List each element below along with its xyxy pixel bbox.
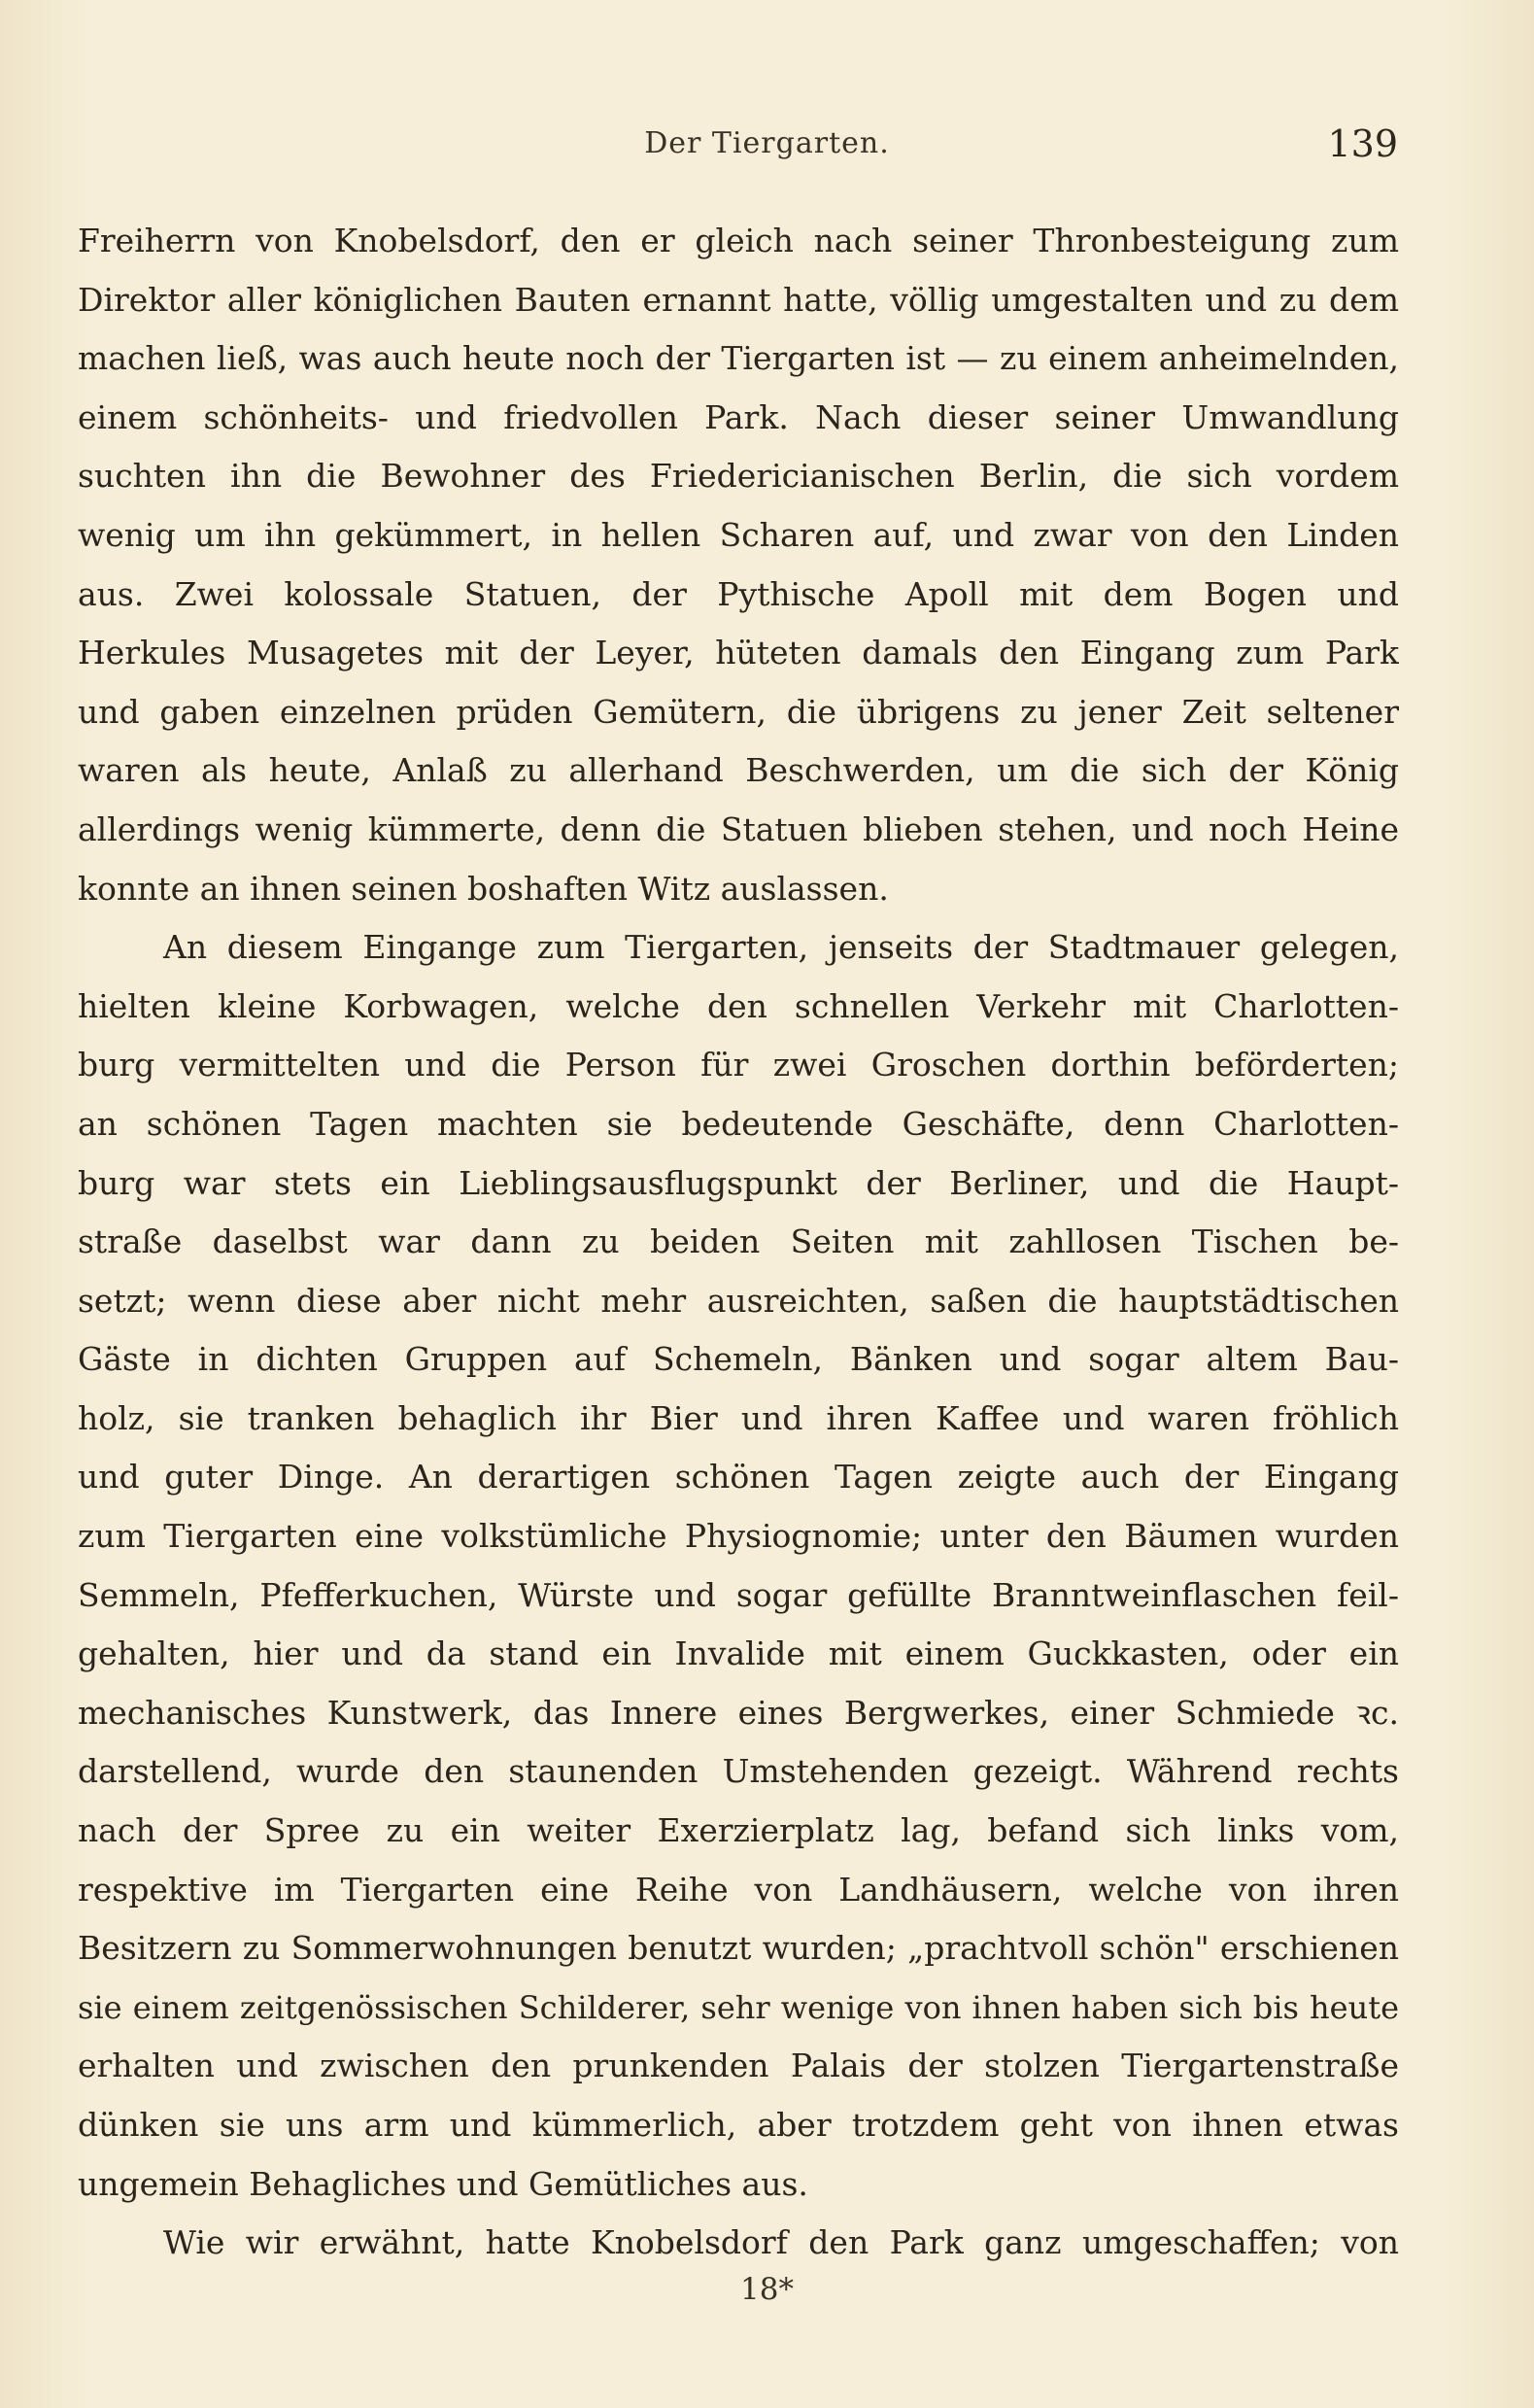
text-line: einem schönheits- und friedvollen Park. Nach dieser seiner Umwandlung <box>78 397 1399 436</box>
text-line: dünken sie uns arm und kümmerlich, aber trotzdem geht von ihnen etwas <box>78 2106 1399 2144</box>
text-line: setzt; wenn diese aber nicht mehr ausreichten, saßen die hauptstädtischen <box>78 1281 1399 1320</box>
text-line: burg war stets ein Lieblingsausflugspunkt der Berliner, und die Haupt- <box>78 1163 1399 1202</box>
running-title: Der Tiergarten. <box>644 126 890 160</box>
text-line: und guter Dinge. An derartigen schönen Tagen zeigte auch der Eingang <box>78 1458 1399 1496</box>
text-line: Freiherrn von Knobelsdorf, den er gleich nach seiner Thronbesteigung zum <box>78 222 1399 259</box>
text-line: respektive im Tiergarten eine Reihe von Landhäusern, welche von ihren <box>78 1870 1399 1909</box>
text-line: sie einem zeitgenössischen Schilderer, sehr wenige von ihnen haben sich bis heute <box>78 1988 1399 2026</box>
text-line: an schönen Tagen machten sie bedeutende Geschäfte, denn Charlotten- <box>78 1104 1399 1143</box>
text-line-paragraph-start: An diesem Eingange zum Tiergarten, jenseits der Stadtmauer gelegen, <box>163 928 1399 967</box>
text-line: mechanisches Kunstwerk, das Innere eines Bergwerkes, einer Schmiede ꝛc. <box>78 1693 1399 1732</box>
text-line: und gaben einzelnen prüden Gemütern, die übrigens zu jener Zeit seltener <box>78 692 1399 731</box>
text-line: hielten kleine Korbwagen, welche den schnellen Verkehr mit Charlotten- <box>78 986 1399 1025</box>
text-line: burg vermittelten und die Person für zwei Groschen dorthin beförderten; <box>78 1046 1399 1084</box>
text-line: zum Tiergarten eine volkstümliche Physiognomie; unter den Bäumen wurden <box>78 1517 1399 1556</box>
text-line: waren als heute, Anlaß zu allerhand Beschwerden, um die sich der König <box>78 751 1399 790</box>
text-line: wenig um ihn gekümmert, in hellen Scharen auf, und zwar von den Linden <box>78 515 1399 554</box>
text-line: Semmeln, Pfefferkuchen, Würste und sogar gefüllte Branntweinflaschen feil- <box>78 1575 1399 1614</box>
text-line: nach der Spree zu ein weiter Exerzierplatz lag, befand sich links vom, <box>78 1811 1399 1850</box>
text-line: suchten ihn die Bewohner des Friedericianischen Berlin, die sich vordem <box>78 457 1399 496</box>
text-line-paragraph-start: Wie wir erwähnt, hatte Knobelsdorf den Park ganz umgeschaffen; von <box>163 2223 1399 2262</box>
text-line: aus. Zwei kolossale Statuen, der Pythische Apoll mit dem Bogen und <box>78 574 1399 613</box>
text-line: darstellend, wurde den staunenden Umstehenden gezeigt. Während rechts <box>78 1752 1399 1791</box>
page-number: 139 <box>1327 122 1398 165</box>
text-line: erhalten und zwischen den prunkenden Palais der stolzen Tiergartenstraße <box>78 2047 1399 2085</box>
text-line: machen ließ, was auch heute noch der Tiergarten ist — zu einem anheimelnden, <box>78 339 1399 378</box>
text-line: allerdings wenig kümmerte, denn die Statuen blieben stehen, und noch Heine <box>78 809 1399 848</box>
text-line-paragraph-end: konnte an ihnen seinen boshaften Witz auslassen. <box>78 869 889 908</box>
text-line: holz, sie tranken behaglich ihr Bier und ihren Kaffee und waren fröhlich <box>78 1398 1399 1437</box>
text-line-paragraph-end: ungemein Behagliches und Gemütliches aus. <box>78 2164 808 2203</box>
signature-mark: 18* <box>740 2272 794 2307</box>
text-line: Gäste in dichten Gruppen auf Schemeln, Bänken und sogar altem Bau- <box>78 1340 1399 1379</box>
text-line: Herkules Musagetes mit der Leyer, hüteten damals den Eingang zum Park <box>78 634 1399 672</box>
running-head <box>0 122 1534 171</box>
body-text <box>78 212 1399 2273</box>
text-line: gehalten, hier und da stand ein Invalide mit einem Guckkasten, oder ein <box>78 1634 1399 1673</box>
text-line: Besitzern zu Sommerwohnungen benutzt wurden; „prachtvoll schön" erschienen <box>78 1929 1399 1968</box>
text-line: straße daselbst war dann zu beiden Seiten mit zahllosen Tischen be- <box>78 1222 1399 1261</box>
text-line: Direktor aller königlichen Bauten ernannt hatte, völlig umgestalten und zu dem <box>78 280 1399 319</box>
